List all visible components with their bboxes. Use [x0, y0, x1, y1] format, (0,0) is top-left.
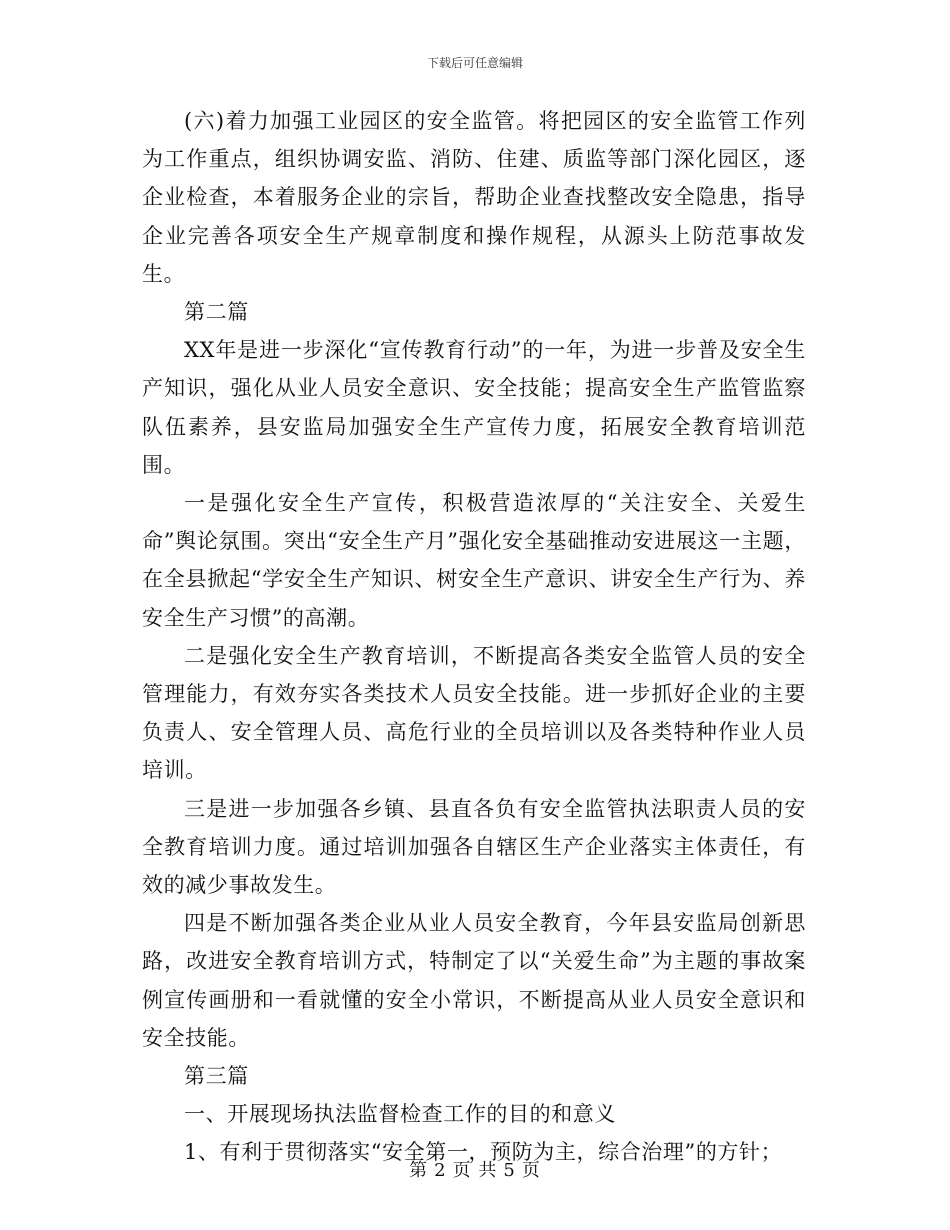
paragraph-point-four: 四是不断加强各类企业从业人员安全教育，今年县安监局创新思路，改进安全教育培训方式，特制定了以“关爱生命”为主题的事故案例宣传画册和一看就懂的安全小常识，不断提高从业人员安全意识和安全技能。 [142, 911, 806, 1050]
paragraph-point-three: 三是进一步加强各乡镇、县直各负有安全监管执法职责人员的安全教育培训力度。通过培训加强各自辖区生产企业落实主体责任，有效的减少事故发生。 [142, 796, 806, 898]
page-footer [0, 1156, 950, 1182]
paragraph-point-two: 二是强化安全生产教育培训，不断提高各类安全监管人员的安全管理能力，有效夯实各类技术人员安全技能。进一步抓好企业的主要负责人、安全管理人员、高危行业的全员培训以及各类特种作业人员培训。 [142, 643, 806, 783]
document-body [142, 102, 806, 1172]
paragraph-intro-part-two: XX年是进一步深化“宣传教育行动”的一年，为进一步普及安全生产知识，强化从业人员安全意识、安全技能；提高安全生产监管监察队伍素养，县安监局加强安全生产宣传力度，拓展安全教育培训范围。 [142, 338, 806, 477]
footer-total-pages: 5 [503, 1160, 516, 1181]
page-header: 下载后可任意编辑 [426, 56, 523, 70]
section-heading-part-three: 第三篇 [184, 1064, 249, 1089]
section-heading-part-two: 第二篇 [184, 300, 249, 325]
paragraph-industrial-park: (六)着力加强工业园区的安全监管。将把园区的安全监管工作列为工作重点，组织协调安监、消防、住建、质监等部门深化园区，逐企业检查，本着服务企业的宗旨，帮助企业查找整改安全隐患，指导企业完善各项安全生产规章制度和操作规程，从源头上防范事故发生。 [142, 109, 806, 286]
paragraph-subheading-purpose: 一、开展现场执法监督检查工作的目的和意义 [184, 1102, 616, 1127]
footer-suffix: 页 [521, 1160, 541, 1181]
paragraph-point-one: 一是强化安全生产宣传，积极营造浓厚的“关注安全、关爱生命”舆论氛围。突出“安全生产月”强化安全基础推动安进展这一主题，在全县掀起“学安全生产知识、树安全生产意识、讲安全生产行为、养安全生产习惯”的高潮。 [142, 491, 806, 630]
footer-page-number: 2 [434, 1160, 447, 1181]
paragraph-item-one: 1、有利于贯彻落实“安全第一，预防为主，综合治理”的方针； [184, 1140, 783, 1165]
footer-prefix: 第 [409, 1160, 429, 1181]
footer-mid: 页 共 [452, 1160, 498, 1181]
